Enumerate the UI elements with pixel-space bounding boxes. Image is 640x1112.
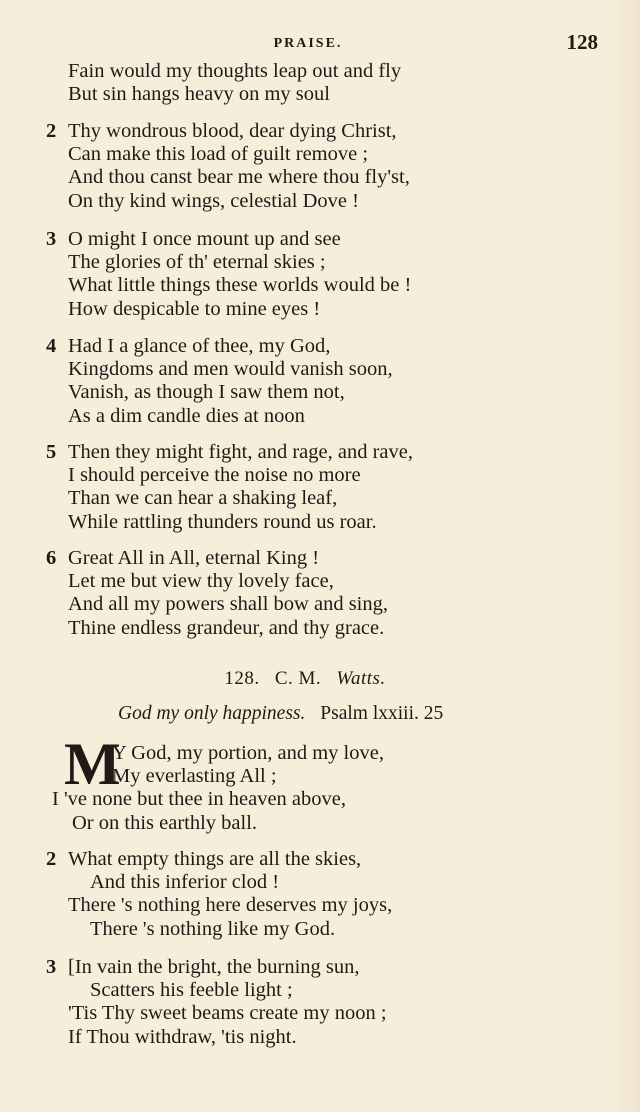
stanza-number: 6 [46, 547, 57, 569]
stanza-6 [46, 547, 606, 640]
hymn-heading [0, 668, 610, 690]
hymn-theme: God my only happiness. [118, 703, 306, 724]
verse-line: While rattling thunders round us roar. [68, 510, 377, 533]
verse-line: Thine endless grandeur, and thy grace. [68, 616, 385, 639]
stanza-number: 4 [46, 335, 57, 357]
verse-line: If Thou withdraw, 'tis night. [68, 1025, 297, 1048]
hymn-number: 128. [224, 668, 260, 689]
verse-line: The glories of th' eternal skies ; [68, 251, 326, 274]
verse-line: I 've none but thee in heaven above, [52, 788, 346, 811]
stanza-4 [46, 335, 606, 428]
page-edge-shadow [610, 0, 640, 1112]
verse-line: Y God, my portion, and my love, [112, 742, 384, 764]
scripture-reference: Psalm lxxiii. 25 [320, 703, 444, 724]
hymn-author: Watts. [336, 668, 386, 689]
verse-line: What little things these worlds would be ! [68, 274, 412, 297]
verse-line: Then they might fight, and rage, and rave, [68, 441, 413, 463]
verse-line: What empty things are all the skies, [68, 848, 362, 870]
verse-line: My everlasting All ; [112, 765, 277, 788]
verse-line: 'Tis Thy sweet beams create my noon ; [68, 1002, 387, 1025]
verse-line: Vanish, as though I saw them not, [68, 381, 345, 404]
verse-line: But sin hangs heavy on my soul [68, 83, 330, 106]
verse-line: Had I a glance of thee, my God, [68, 335, 331, 357]
verse-line: And all my powers shall bow and sing, [68, 593, 388, 616]
verse-line: How despicable to mine eyes ! [68, 297, 321, 320]
verse-line: Great All in All, eternal King ! [68, 547, 320, 569]
verse-line: Or on this earthly ball. [72, 811, 258, 834]
hymn-stanza-2 [46, 848, 606, 941]
verse-line: O might I once mount up and see [68, 228, 341, 250]
stanza-3 [46, 228, 606, 321]
stanza-continued [46, 60, 606, 106]
verse-line: There 's nothing here deserves my joys, [68, 894, 393, 917]
verse-line: Than we can hear a shaking leaf, [68, 487, 338, 510]
stanza-number: 3 [46, 956, 57, 978]
hymn-subtitle [118, 703, 443, 725]
verse-line: [In vain the bright, the burning sun, [68, 956, 360, 978]
stanza-5 [46, 441, 606, 534]
verse-line: Let me but view thy lovely face, [68, 570, 334, 593]
verse-line: And this inferior clod ! [90, 871, 280, 894]
running-header: PRAISE. [273, 36, 343, 51]
verse-line: On thy kind wings, celestial Dove ! [68, 189, 359, 212]
verse-line: Fain would my thoughts leap out and fly [68, 60, 402, 82]
page-number: 128 [566, 30, 598, 54]
stanza-number: 5 [46, 441, 57, 463]
hymn-meter: C. M. [274, 668, 322, 689]
verse-line: Kingdoms and men would vanish soon, [68, 358, 393, 381]
verse-line: As a dim candle dies at noon [68, 404, 305, 427]
stanza-number: 2 [46, 848, 57, 870]
drop-cap: M [64, 731, 121, 797]
hymn-stanza-1 [46, 742, 606, 835]
verse-line: And thou canst bear me where thou fly'st, [68, 166, 410, 189]
verse-line: Can make this load of guilt remove ; [68, 143, 369, 166]
stanza-number: 2 [46, 120, 57, 142]
verse-line: Scatters his feeble light ; [90, 979, 293, 1002]
stanza-number: 3 [46, 228, 57, 250]
hymn-stanza-3 [46, 956, 606, 1049]
verse-line: Thy wondrous blood, dear dying Christ, [68, 120, 397, 142]
verse-line: I should perceive the noise no more [68, 464, 361, 487]
stanza-2 [46, 120, 606, 213]
verse-line: There 's nothing like my God. [90, 917, 336, 940]
